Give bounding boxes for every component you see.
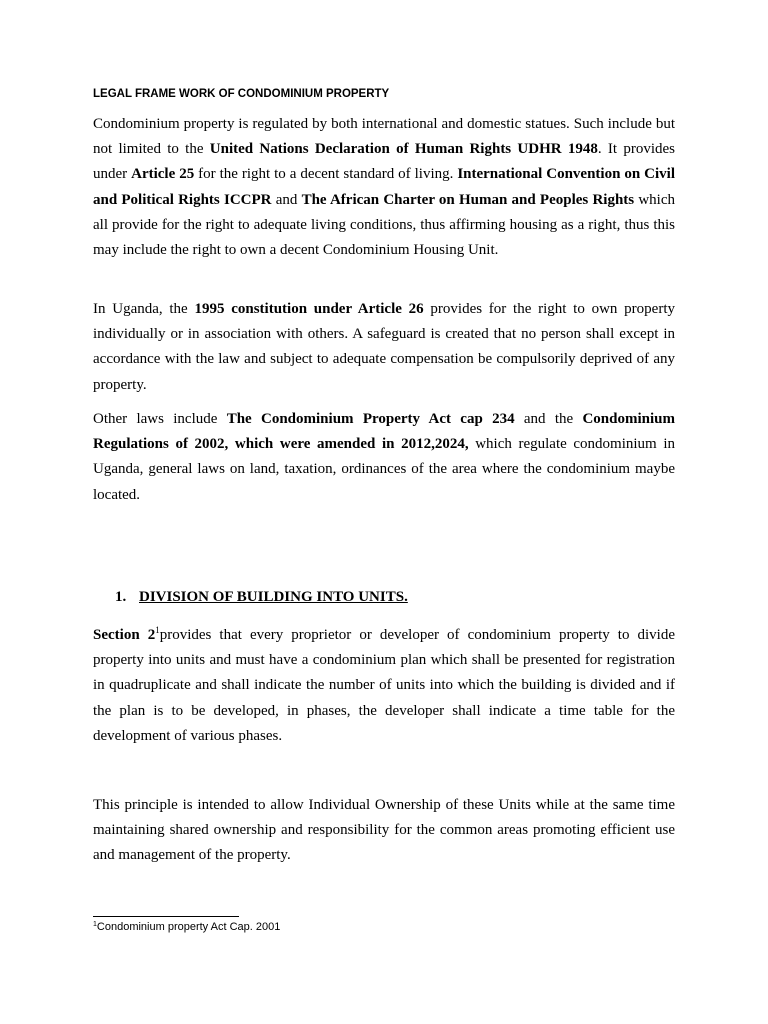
paragraph-other-laws [93,407,675,508]
text-run: provides that every proprietor or developer of condominium property to divide property into units and must have a condominium plan which shall be presented for registration in quadruplicate and shall indicate the number of units into which the building is divided and if the plan is to be developed, in phases, the developer shall indicate a time table for the development of various phases. [93,627,675,744]
text-run: Other laws include [93,411,227,427]
text-run: Condominium property is regulated by both international and domestic statues. Such include but not limited to the [93,116,675,158]
text-run: for the right to a decent standard of living. [194,166,458,183]
text-run: and [271,191,302,208]
bold-condominium-act: The Condominium Property Act cap 234 [226,411,515,427]
bold-udhr: United Nations Declaration of Human Rights UDHR 1948 [209,141,598,158]
paragraph-principle [93,793,675,869]
text-run: This principle is intended to allow Individual Ownership of these Units while at the same time maintaining shared ownership and responsibility for the common areas promoting efficient use and management of the property. [93,797,675,864]
text-run: In Uganda, the [93,301,195,317]
section-title: DIVISION OF BUILDING INTO UNITS. [139,589,408,605]
bold-article-25: Article 25 [131,166,195,183]
bold-section-2: Section 2 [93,627,156,643]
paragraph-international-law [93,112,675,263]
text-run: provides for the right to own property individually or in association with others. A safeguard is created that no person shall except in accordance with the law and subject to adequate compensation be compulsorily deprived of any property. [93,301,675,393]
paragraph-section-2 [93,623,675,749]
footnote-reference[interactable]: 1 [155,625,160,635]
bold-condominium-regulations: Condominium Regulations of 2002, which were amended in 2012,2024, [93,411,675,453]
bold-iccpr: International Convention on Civil and Political Rights ICCPR [93,166,676,208]
footnote [93,921,280,933]
bold-constitution: 1995 constitution under Article 26 [194,301,424,317]
text-run: which regulate condominium in Uganda, general laws on land, taxation, ordinances of the area where the condominium maybe located. [93,436,675,503]
footnote-separator [93,916,239,917]
text-run: and the [514,411,583,427]
footnote-number: 1 [93,921,97,928]
text-run: . It provides under [93,141,675,183]
paragraph-uganda-constitution [93,297,675,398]
bold-african-charter: The African Charter on Human and Peoples Rights [301,191,635,208]
section-number: 1. [115,589,127,605]
section-heading-division [115,589,408,606]
document-heading: LEGAL FRAME WORK OF CONDOMINIUM PROPERTY [93,88,390,100]
text-run: which all provide for the right to adequate living conditions, thus affirming housing as a right, thus this may include the right to own a decent Condominium Housing Unit. [93,191,676,259]
footnote-text: Condominium property Act Cap. 2001 [96,921,281,933]
